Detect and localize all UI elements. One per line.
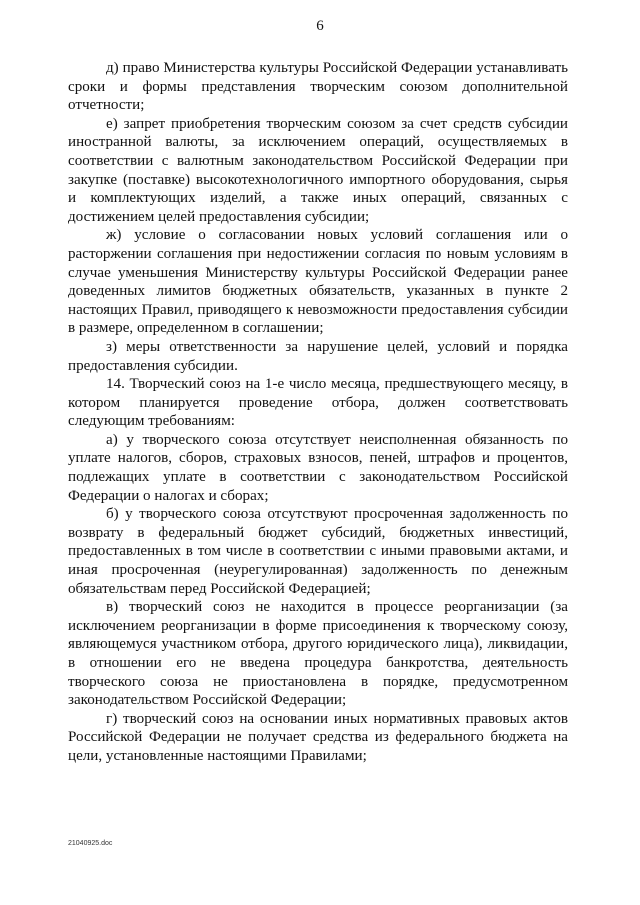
paragraph-z: з) меры ответственности за нарушение целей, условий и порядка предоставления субсидии. — [68, 338, 568, 374]
paragraph-zh: ж) условие о согласовании новых условий соглашения или о расторжении соглашения при недостижении согласия по новым условиям в случае уменьшения Министерству культуры Российской Федерации ранее доведенных лимитов бюджетных обязательств, указанных в пункте 2 настоящих Правил, приводящего к невозможности предоставления субсидии в размере, определенном в соглашении; — [68, 227, 568, 337]
paragraph-e: е) запрет приобретения творческим союзом за счет средств субсидии иностранной валюты, за исключением операций, осуществляемых в соответствии с валютным законодательством Российской Федерации при закупке (поставке) высокотехнологичного импортного оборудования, сырья и комплектующих изделий, а также иных операций, связанных с достижением целей предоставления субсидии; — [68, 115, 568, 225]
paragraph-14g: г) творческий союз на основании иных нормативных правовых актов Российской Федерации не получает средства из федерального бюджета на цели, установленные настоящими Правилами; — [68, 710, 568, 764]
page-number: 6 — [316, 18, 324, 34]
paragraph-14b: б) у творческого союза отсутствуют просроченная задолженность по возврату в федеральный бюджет субсидий, бюджетных инвестиций, предоставленных в том числе в соответствии с иными правовыми актами, и иная просроченная (неурегулированная) задолженность по денежным обязательствам перед Российской Федерацией; — [68, 506, 568, 597]
paragraph-14a: а) у творческого союза отсутствует неисполненная обязанность по уплате налогов, сборов, страховых взносов, пеней, штрафов и процентов, подлежащих уплате в соответствии с законодательством Российской Федерации о налогах и сборах; — [68, 431, 568, 504]
document-body — [68, 59, 568, 766]
document-filename: 21040925.doc — [68, 840, 113, 847]
paragraph-14v: в) творческий союз не находится в процессе реорганизации (за исключением реорганизации в форме присоединения к творческому союзу, являющемуся участником отбора, другого юридического лица), ликвидации, в отношении его не введена процедура банкротства, деятельность творческого союза не приостановлена в порядке, предусмотренном законодательством Российской Федерации; — [68, 599, 568, 709]
paragraph-14: 14. Творческий союз на 1-е число месяца, предшествующего месяцу, в котором планируется проведение отбора, должен соответствовать следующим требованиям: — [68, 376, 568, 430]
paragraph-d: д) право Министерства культуры Российской Федерации устанавливать сроки и формы представления творческим союзом дополнительной отчетности; — [68, 60, 568, 114]
